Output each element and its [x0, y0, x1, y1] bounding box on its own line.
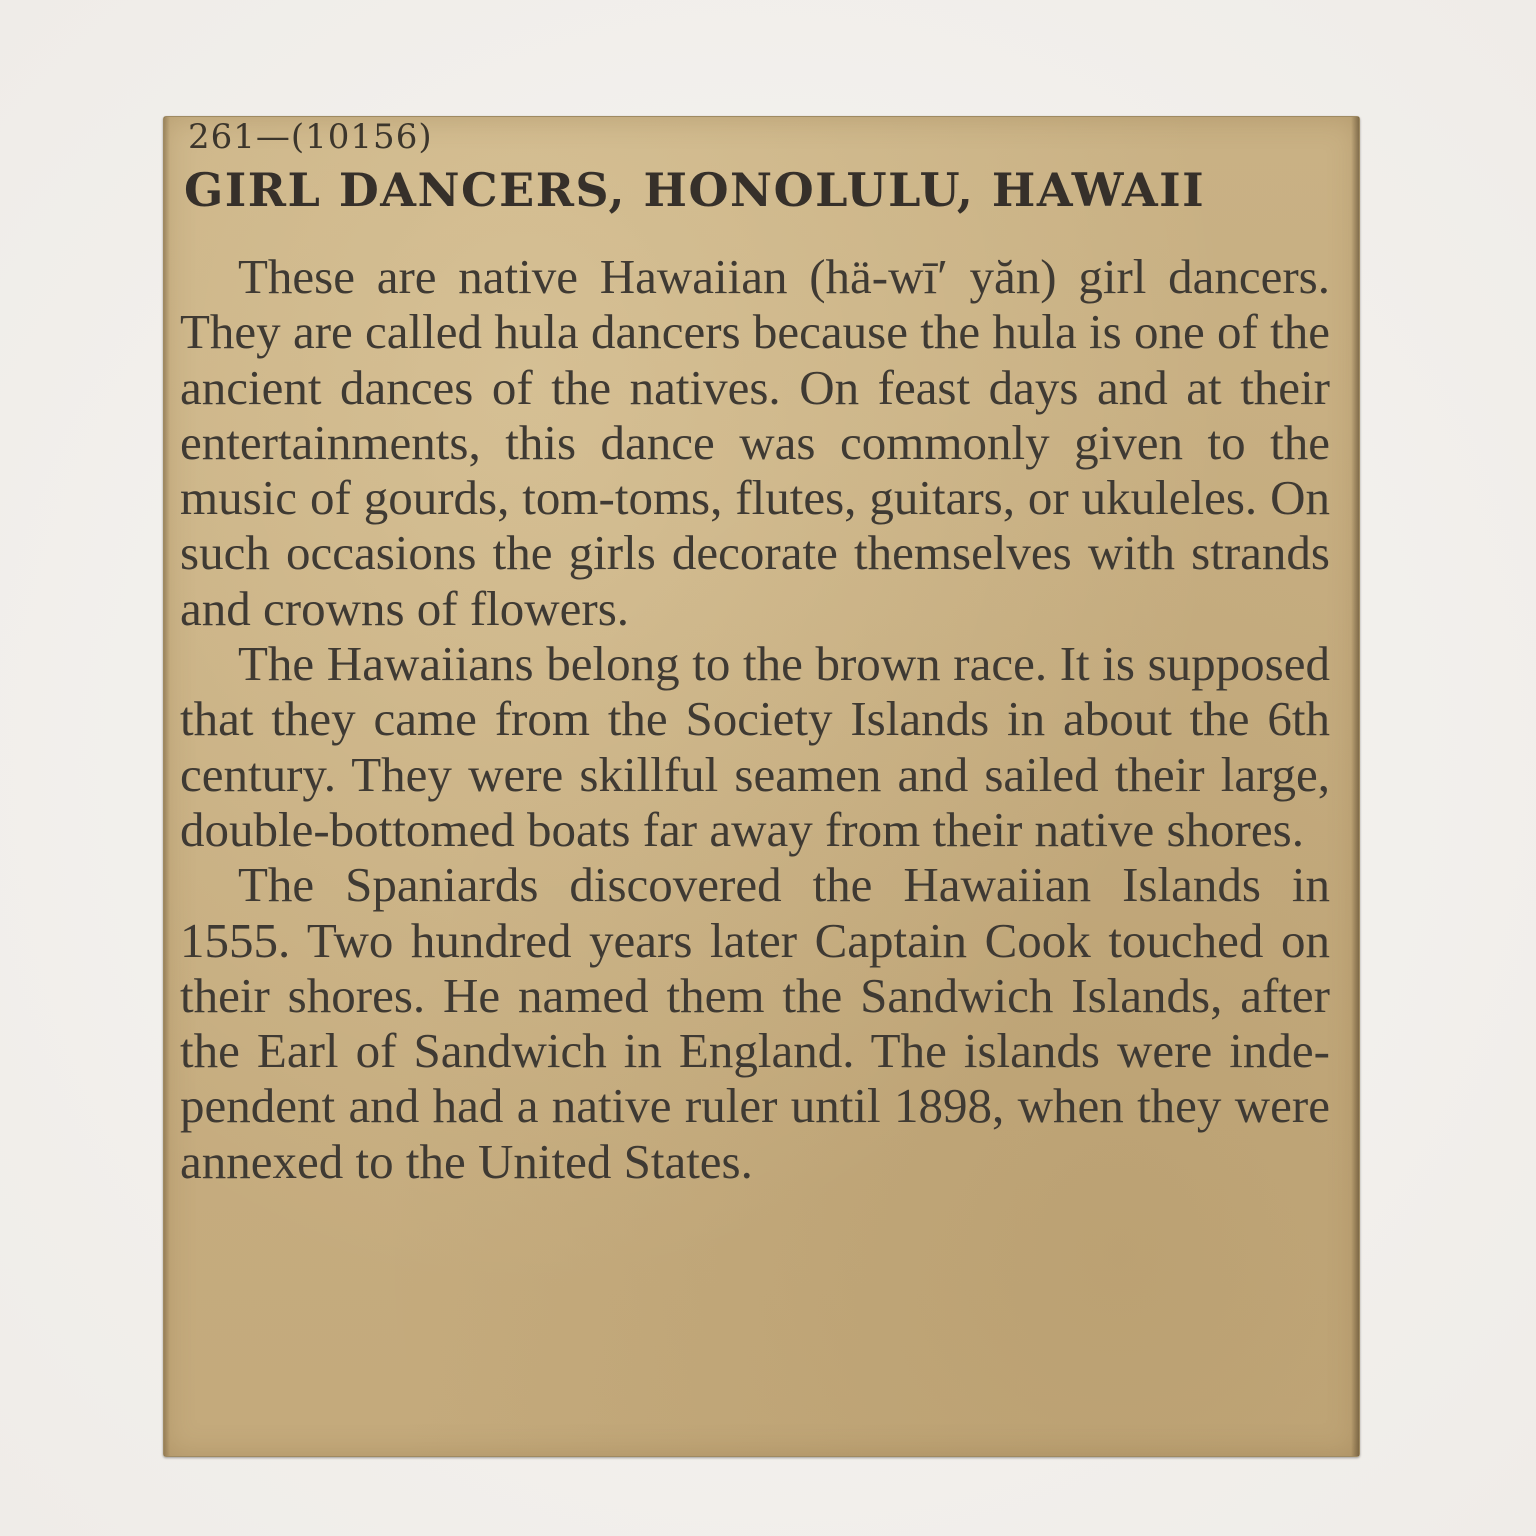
- paragraph-hula: These are native Hawaiian (hä-wī′ yăn) girl dancers. They are called hula dancers because the hula is one of the ancient dances of the natives. On feast days and at their entertainments, this dance was commonly given to the music of gourds, tom-toms, flutes, guitars, or ukuleles. On such occasions the girls decorate themselves with strands and crowns of flowers.: [180, 249, 1330, 636]
- card-title: GIRL DANCERS, HONOLULU, HAWAII: [184, 163, 1206, 217]
- catalog-number: 261—(10156): [188, 117, 433, 157]
- stereoview-text-card: [163, 116, 1360, 1457]
- card-right-edge: [1351, 117, 1359, 1456]
- paragraph-origins: The Hawaiians belong to the brown race. It is supposed that they came from the Society Islands in about the 6th century. They were skillful seamen and sailed their large, double-bottomed boats far away from their native shores.: [180, 636, 1330, 857]
- paragraph-history: The Spaniards discovered the Hawaiian Islands in 1555. Two hundred years later Captain Cook touched on their shores. He named them the Sandwich Islands, after the Earl of Sandwich in England. The islands were independent and had a native ruler until 1898, when they were annexed to the United States.: [180, 857, 1330, 1189]
- card-body: [180, 249, 1330, 1189]
- card-left-edge: [164, 117, 170, 1456]
